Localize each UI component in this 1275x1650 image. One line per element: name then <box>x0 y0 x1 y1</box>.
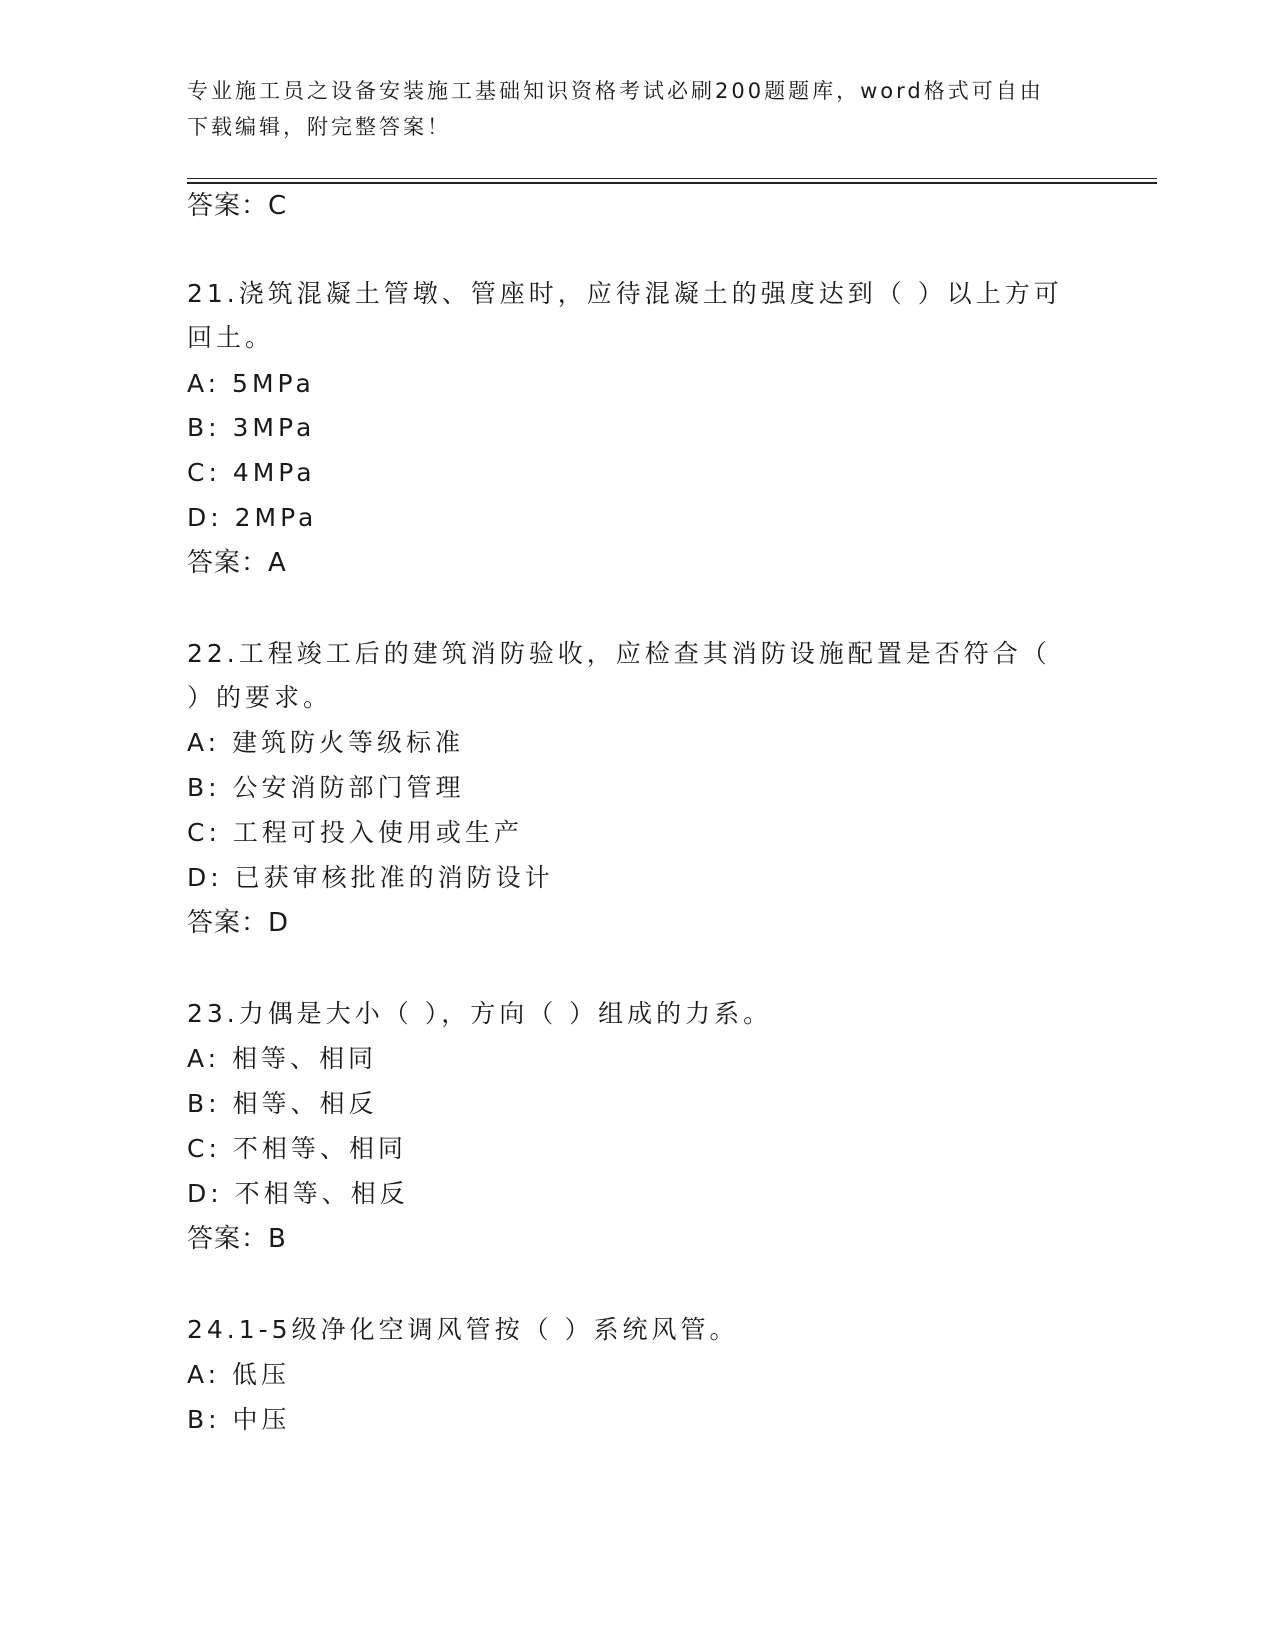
header-title-line-2: 下载编辑，附完整答案！ <box>187 115 451 139</box>
question-23-option-a: A: 相等、相同 <box>187 1044 378 1073</box>
question-22-option-d: D: 已获审核批准的消防设计 <box>187 863 554 892</box>
document-header <box>187 73 1067 145</box>
header-divider-thick <box>187 182 1157 184</box>
question-24-option-a: A: 低压 <box>187 1360 291 1389</box>
question-23-option-b: B: 相等、相反 <box>187 1089 378 1118</box>
question-21-option-c: C: 4MPa <box>187 458 316 487</box>
question-22-option-c: C: 工程可投入使用或生产 <box>187 818 523 847</box>
question-22-stem-line-1: 22.工程竣工后的建筑消防验收，应检查其消防设施配置是否符合（ <box>187 639 1051 668</box>
question-21-option-a: A: 5MPa <box>187 369 315 398</box>
question-21-answer: 答案：A <box>187 548 287 578</box>
header-divider-thin <box>187 178 1157 179</box>
question-23-option-d: D: 不相等、相反 <box>187 1179 409 1208</box>
question-21-option-b: B: 3MPa <box>187 413 316 442</box>
question-22-option-b: B: 公安消防部门管理 <box>187 773 465 802</box>
previous-answer: 答案：C <box>187 191 288 221</box>
question-24-stem: 24.1-5级净化空调风管按（ ）系统风管。 <box>187 1315 739 1344</box>
question-22-option-a: A: 建筑防火等级标准 <box>187 728 465 757</box>
question-21-stem-line-1: 21.浇筑混凝土管墩、管座时，应待混凝土的强度达到（ ）以上方可 <box>187 279 1063 308</box>
question-21-option-d: D: 2MPa <box>187 503 318 532</box>
question-21-stem-line-2: 回土。 <box>187 323 275 352</box>
question-23-answer: 答案：B <box>187 1224 287 1254</box>
question-23-stem: 23.力偶是大小（ ），方向（ ）组成的力系。 <box>187 999 773 1028</box>
question-23-option-c: C: 不相等、相同 <box>187 1134 407 1163</box>
question-24-option-b: B: 中压 <box>187 1405 291 1434</box>
header-title-line-1: 专业施工员之设备安装施工基础知识资格考试必刷200题题库，word格式可自由 <box>187 79 1044 103</box>
question-22-answer: 答案：D <box>187 908 290 938</box>
question-22-stem-line-2: ）的要求。 <box>187 683 333 712</box>
